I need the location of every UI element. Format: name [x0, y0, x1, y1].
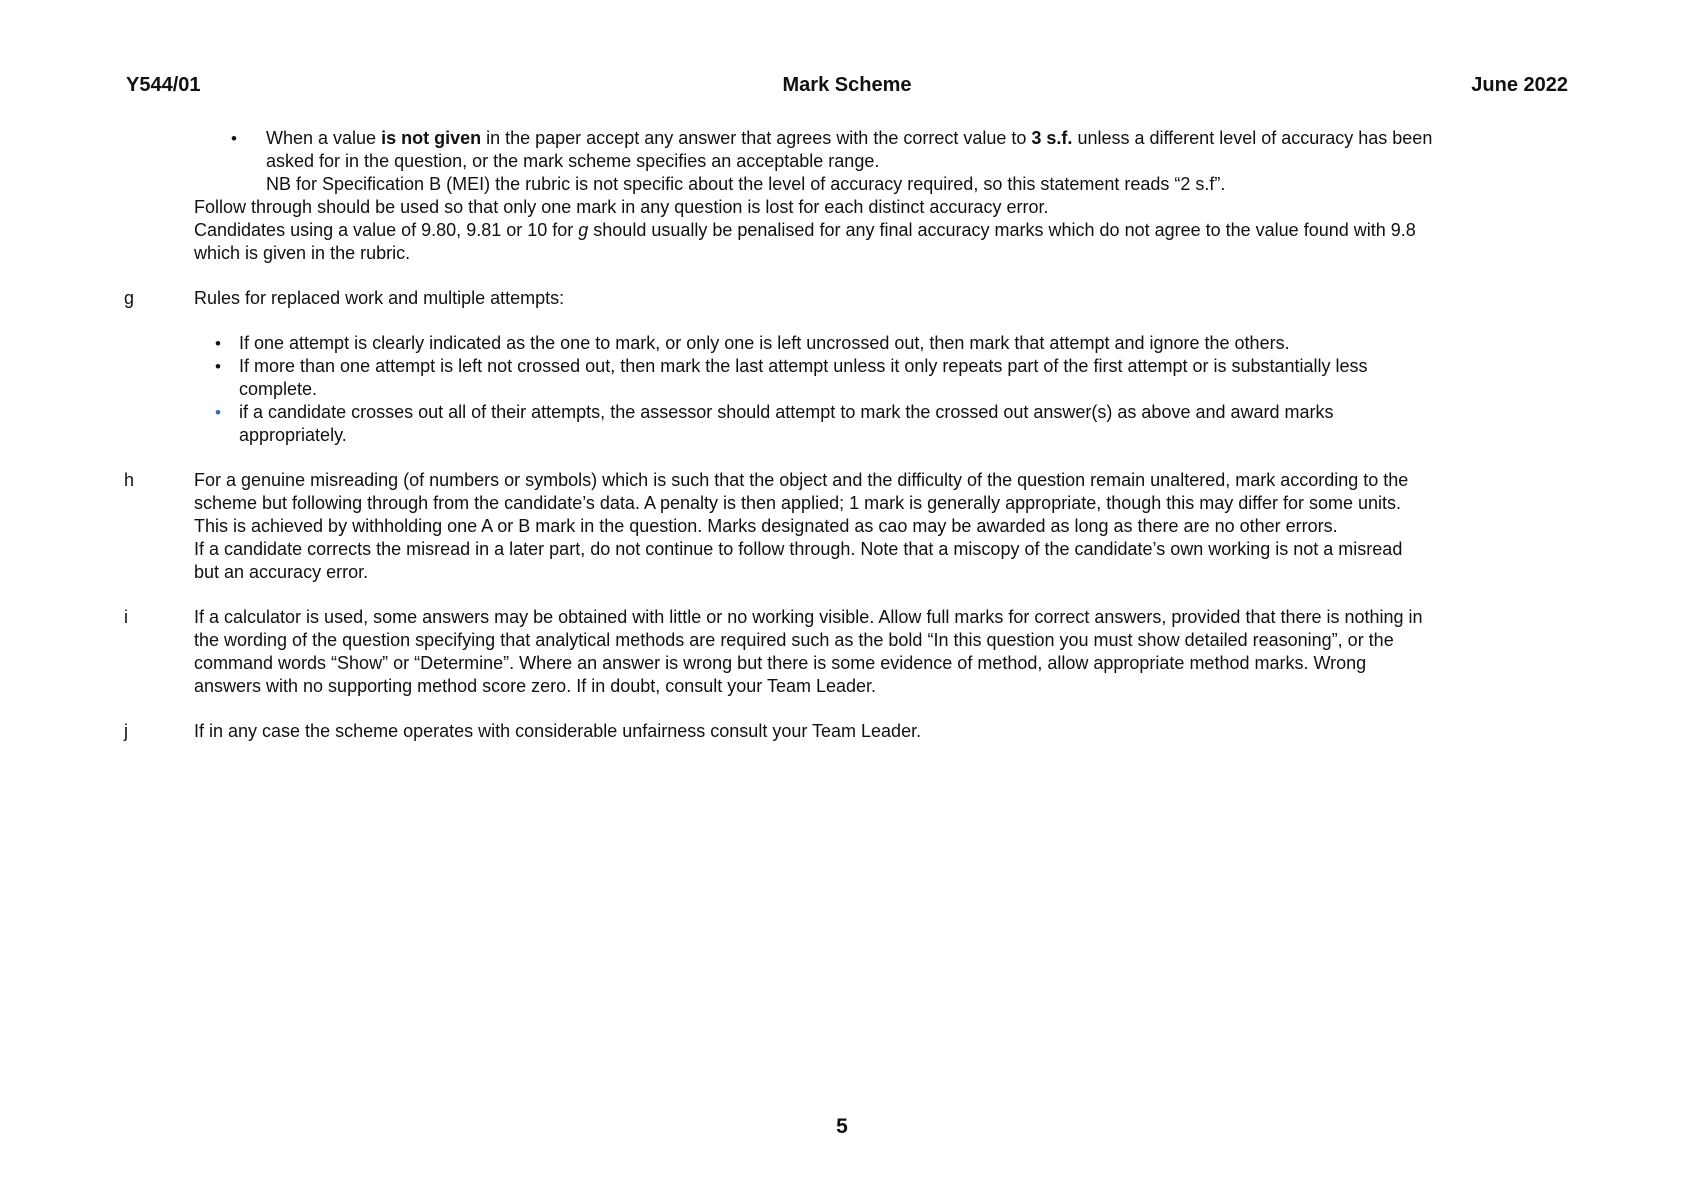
accuracy-bullet	[0, 127, 1684, 196]
accuracy-bullet-note: NB for Specification B (MEI) the rubric is not specific about the level of accuracy required, so this statement reads “2 s.f”.	[266, 174, 1226, 194]
mark-scheme-body	[0, 127, 1684, 743]
followthrough-line: Follow through should be used so that only one mark in any question is lost for each distinct accuracy error.	[194, 197, 1049, 217]
g-value-line: Candidates using a value of 9.80, 9.81 or 10 for g should usually be penalised for any final accuracy marks which do not agree to the value found with 9.8	[194, 220, 1416, 240]
section-j: j If in any case the scheme operates with considerable unfairness consult your Team Leader.	[124, 721, 922, 741]
bold-not-given: is not given	[381, 128, 482, 148]
section-g	[0, 287, 1684, 310]
section-letter-i: i	[124, 607, 128, 627]
section-i: i If a calculator is used, some answers may be obtained with little or no working visible. Allow full marks for correct answers, provided that there is nothing in the wording of the question specifying that analytical methods are required such as the bold “In this question you must show detailed reasoning”, or the command words “Show” or “Determine”. Where an answer is wrong but there is some evidence of method, allow appropriate method marks. Wrong answers with no supporting method score zero. If in doubt, consult your Team Leader.	[124, 607, 1423, 696]
section-h: h For a genuine misreading (of numbers or symbols) which is such that the object and the difficulty of the question remain unaltered, mark according to the scheme but following through from the candidate’s data. A penalty is then applied; 1 mark is generally appropriate, though this may differ for some units. This is achieved by withholding one A or B mark in the question. Marks designated as cao may be awarded as long as there are no other errors. If a candidate corrects the misread in a later part, do not continue to follow through. Note that a miscopy of the candidate’s own working is not a misread but an accuracy error.	[124, 470, 1409, 582]
accuracy-bullet-line-2: asked for in the question, or the mark scheme specifies an acceptable range.	[266, 151, 880, 171]
list-item: • If more than one attempt is left not crossed out, then mark the last attempt unless it only repeats part of the first attempt or is substantially less complete.	[215, 356, 1368, 399]
section-g-heading: Rules for replaced work and multiple attempts:	[194, 288, 565, 308]
section-letter-j: j	[124, 721, 128, 741]
page-header	[126, 74, 1568, 104]
replaced-work-rules-list	[0, 332, 1684, 447]
bold-sig-figs: 3 s.f.	[1031, 128, 1073, 148]
exam-date: June 2022	[1471, 74, 1568, 96]
list-item: • If one attempt is clearly indicated as the one to mark, or only one is left uncrossed out, then mark that attempt and ignore the others.	[215, 333, 1290, 353]
bullet-dot: •	[215, 357, 221, 376]
bullet-dot: •	[215, 334, 221, 353]
accuracy-bullet-line-1: When a value is not given in the paper accept any answer that agrees with the correct value to 3 s.f. unless a different level of accuracy has been	[266, 128, 1433, 148]
page-number: 5	[836, 1115, 848, 1138]
section-letter-g: g	[124, 288, 135, 308]
g-variable: g	[578, 220, 589, 240]
document-title: Mark Scheme	[782, 74, 912, 96]
bullet-dot: •	[231, 129, 237, 148]
g-value-line-2: which is given in the rubric.	[194, 243, 411, 263]
list-item: • if a candidate crosses out all of their attempts, the assessor should attempt to mark the crossed out answer(s) as above and award marks appropriately.	[215, 402, 1334, 445]
section-letter-h: h	[124, 470, 135, 490]
paper-code: Y544/01	[126, 74, 201, 96]
bullet-dot: •	[215, 403, 221, 422]
accuracy-followthrough	[0, 196, 1684, 265]
